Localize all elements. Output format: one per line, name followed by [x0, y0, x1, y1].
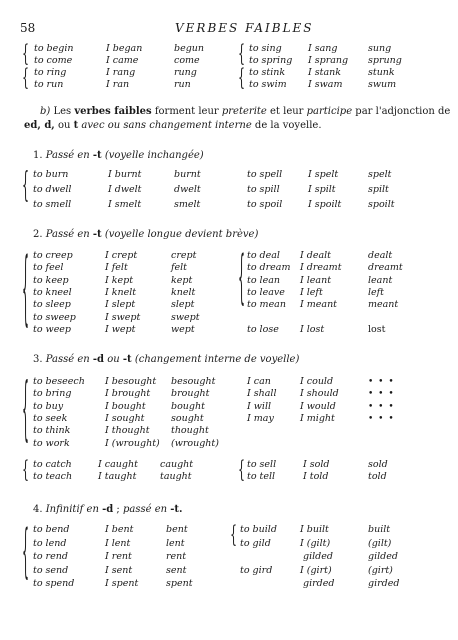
verb-form: I besought: [105, 376, 157, 387]
text-run: et leur: [266, 106, 307, 117]
text-run: verbes faibles: [74, 106, 152, 117]
verb-form: I came: [106, 55, 139, 66]
verb-form: I rang: [106, 67, 136, 78]
text-run: Passé en: [45, 229, 93, 240]
brace: {: [230, 520, 237, 549]
verb-form: begun: [174, 43, 205, 54]
verb-form: to spring: [249, 55, 293, 66]
verb-form: I burnt: [108, 169, 142, 180]
brace: {: [22, 455, 29, 484]
verb-form: to keep: [33, 274, 69, 286]
text-run: 4.: [33, 504, 46, 515]
text-run: par l'adjonction de: [352, 106, 451, 117]
verb-form: to send: [33, 564, 69, 576]
verb-form: to sweep: [33, 311, 76, 323]
text-run: b): [40, 106, 54, 117]
verb-form: to mean: [247, 299, 286, 311]
section-title: [33, 228, 258, 241]
verb-form: caught: [160, 459, 194, 470]
page-number: 58: [20, 21, 36, 35]
verb-form: I stank: [308, 67, 342, 78]
verb-form: kept: [171, 274, 193, 286]
verb-form: slept: [171, 299, 195, 311]
brace: {: [238, 39, 245, 68]
verb-form: I began: [106, 43, 143, 54]
brace: {: [22, 63, 29, 92]
verb-form: dealt: [368, 250, 393, 261]
verb-form: I sold: [303, 459, 330, 470]
verb-form: I slept: [105, 299, 136, 311]
verb-form: I (girt): [300, 564, 332, 576]
verb-form: gilded: [303, 551, 333, 562]
verb-form: I may: [247, 412, 274, 424]
section-title: [33, 149, 204, 162]
verb-form: to beseech: [33, 376, 85, 387]
verb-form: I taught: [98, 471, 137, 483]
verb-form: I dreamt: [300, 262, 342, 274]
text-run: (voyelle inchangée): [101, 150, 204, 161]
text-run: -d: [102, 504, 114, 515]
section-title: [33, 503, 183, 516]
verb-form: to kneel: [33, 286, 72, 298]
verb-form: I spelt: [308, 169, 339, 180]
verb-form: sent: [166, 564, 187, 576]
verb-form: I brought: [105, 388, 151, 400]
verb-form: besought: [171, 376, 216, 387]
verb-form: I told: [303, 471, 329, 483]
verb-form: I left: [300, 286, 323, 298]
text-run: Passé en: [45, 354, 93, 365]
verb-form: I knelt: [105, 286, 137, 298]
verb-form: to begin: [34, 43, 74, 54]
text-run: ou: [104, 354, 123, 365]
text-run: ed, d,: [24, 120, 55, 131]
verb-form: to spill: [247, 184, 280, 195]
verb-form: to weep: [33, 323, 72, 335]
verb-form: to feel: [33, 262, 64, 274]
verb-form: to burn: [33, 169, 69, 180]
verb-form: I sought: [105, 412, 145, 424]
verb-form: I crept: [105, 250, 138, 261]
verb-form: I would: [300, 400, 336, 412]
verb-form: I swept: [105, 311, 141, 323]
verb-form: to gild: [240, 537, 271, 549]
verb-form: to think: [33, 425, 71, 437]
verb-form: I leant: [300, 274, 332, 286]
verb-form: told: [368, 471, 387, 483]
verb-form: built: [368, 524, 391, 535]
text-run: t: [73, 120, 79, 131]
verb-form: to lean: [247, 274, 280, 286]
verb-form: to lend: [33, 537, 67, 549]
section-title: [33, 353, 299, 366]
verb-form: I might: [300, 412, 335, 424]
verb-form: rent: [166, 551, 187, 562]
verb-form: (girt): [368, 564, 393, 576]
verb-form: bent: [166, 524, 188, 535]
verb-form: I lent: [105, 537, 131, 549]
verb-form: I wept: [105, 323, 136, 335]
verb-form: to sing: [249, 43, 282, 54]
verb-form: dwelt: [174, 184, 201, 195]
verb-form: to sell: [247, 459, 277, 470]
verb-form: sung: [368, 43, 392, 54]
verb-form: to buy: [33, 400, 64, 412]
verb-form: to spend: [33, 578, 75, 589]
verb-form: I ran: [106, 79, 130, 90]
text-run: 3.: [33, 354, 46, 365]
verb-form: girded: [368, 578, 400, 589]
verb-form: to run: [34, 79, 64, 90]
verb-form: I dealt: [300, 250, 331, 261]
verb-form: I kept: [105, 274, 134, 286]
verb-form: to rend: [33, 551, 68, 562]
brace: {: [22, 164, 29, 206]
verb-form: to seek: [33, 412, 68, 424]
text-run: participe: [306, 106, 353, 117]
verb-form: I sprang: [308, 55, 349, 66]
text-run: 1.: [33, 150, 46, 161]
verb-form: I sent: [105, 564, 133, 576]
verb-form: I could: [300, 376, 334, 387]
verb-form: I built: [300, 524, 329, 535]
text-run: de la voyelle.: [251, 120, 322, 131]
verb-form: left: [368, 286, 384, 298]
brace: {: [238, 243, 245, 312]
verb-form: to spell: [247, 169, 283, 180]
verb-form: sought: [171, 412, 204, 424]
verb-form: • • •: [368, 401, 395, 412]
text-run: Infinitif en: [45, 504, 103, 515]
text-run: -t.: [170, 504, 183, 515]
verb-form: swum: [368, 79, 397, 90]
verb-form: I will: [247, 400, 272, 412]
verb-form: I caught: [98, 459, 138, 470]
verb-form: to dream: [247, 262, 291, 274]
verb-form: to bring: [33, 388, 72, 400]
verb-form: to bend: [33, 524, 70, 535]
verb-form: I spent: [105, 578, 139, 589]
brace: {: [22, 517, 29, 586]
verb-form: to ring: [34, 67, 67, 78]
brace: {: [22, 241, 29, 338]
verb-form: taught: [160, 471, 192, 483]
verb-form: I dwelt: [108, 184, 142, 195]
verb-form: wept: [171, 323, 195, 335]
verb-form: I rent: [105, 551, 132, 562]
verb-form: I swam: [308, 79, 343, 90]
verb-form: to swim: [249, 79, 287, 90]
text-run: -t: [92, 150, 102, 161]
verb-form: I shall: [247, 388, 277, 400]
text-run: -t: [92, 229, 102, 240]
verb-form: to teach: [33, 471, 73, 483]
verb-form: sold: [368, 459, 388, 470]
verb-form: to smell: [33, 199, 72, 210]
verb-form: I can: [247, 376, 271, 387]
brace: {: [238, 63, 245, 92]
verb-form: to lose: [247, 324, 279, 335]
verb-form: burnt: [174, 169, 201, 180]
verb-form: to build: [240, 524, 277, 535]
brace: {: [22, 39, 29, 68]
verb-form: rung: [174, 67, 197, 78]
verb-form: I spilt: [308, 184, 336, 195]
brace: {: [238, 455, 245, 484]
verb-form: I thought: [105, 425, 150, 437]
paragraph-line: [40, 105, 450, 118]
verb-form: I spoilt: [308, 199, 342, 210]
verb-form: • • •: [368, 377, 395, 387]
verb-form: felt: [171, 262, 187, 274]
verb-form: to sleep: [33, 299, 71, 311]
verb-form: to spoil: [247, 199, 283, 210]
verb-form: gilded: [368, 551, 398, 562]
text-run: -t: [122, 354, 132, 365]
verb-form: knelt: [171, 286, 196, 298]
verb-form: lent: [166, 537, 185, 549]
verb-form: leant: [368, 274, 393, 286]
verb-form: swept: [171, 311, 200, 323]
text-run: (voyelle longue devient brève): [101, 229, 259, 240]
verb-form: smelt: [174, 199, 201, 210]
verb-form: sprung: [368, 55, 402, 66]
verb-form: I lost: [300, 324, 325, 335]
verb-form: I smelt: [108, 199, 142, 210]
text-run: preterite: [221, 106, 267, 117]
verb-form: bought: [171, 400, 205, 412]
verb-form: thought: [171, 425, 209, 437]
verb-form: run: [174, 79, 191, 90]
verb-form: to come: [34, 55, 73, 66]
verb-form: to dwell: [33, 184, 72, 195]
verb-form: to leave: [247, 286, 285, 298]
verb-form: spent: [166, 578, 193, 589]
verb-form: I bought: [105, 400, 146, 412]
verb-form: to stink: [249, 67, 286, 78]
page-header: VERBES FAIBLES: [175, 21, 314, 35]
verb-form: come: [174, 55, 200, 66]
verb-form: • • •: [368, 389, 395, 400]
verb-form: spoilt: [368, 199, 395, 210]
brace: {: [22, 368, 29, 451]
verb-form: I sang: [308, 43, 338, 54]
verb-form: girded: [303, 578, 335, 589]
text-run: ;: [113, 504, 123, 515]
verb-form: spilt: [368, 184, 389, 195]
text-run: avec ou sans changement interne: [78, 120, 252, 131]
text-run: -d: [92, 354, 105, 365]
verb-form: I (wrought): [105, 437, 160, 449]
verb-form: to gird: [240, 564, 273, 576]
verb-form: stunk: [368, 67, 395, 78]
verb-form: I (gilt): [300, 537, 331, 549]
verb-form: • • •: [368, 413, 395, 424]
verb-form: I bent: [105, 524, 134, 535]
verb-form: to deal: [247, 250, 280, 261]
verb-form: to creep: [33, 250, 73, 261]
verb-form: to catch: [33, 459, 72, 470]
verb-form: (wrought): [171, 437, 219, 449]
verb-form: I should: [300, 388, 339, 400]
text-run: passé en: [122, 504, 171, 515]
text-run: Passé en: [45, 150, 93, 161]
verb-form: lost: [368, 324, 386, 335]
verb-form: I meant: [300, 299, 338, 311]
verb-form: I felt: [105, 262, 128, 274]
text-run: (changement interne de voyelle): [131, 354, 300, 365]
verb-form: crept: [171, 250, 197, 261]
verb-form: (gilt): [368, 537, 392, 549]
verb-form: to tell: [247, 471, 276, 483]
text-run: forment leur: [151, 106, 222, 117]
verb-form: dreamt: [368, 262, 403, 274]
paragraph-line: [24, 119, 322, 132]
text-run: 2.: [33, 229, 46, 240]
verb-form: to work: [33, 437, 70, 449]
verb-form: spelt: [368, 169, 392, 180]
verb-form: meant: [368, 299, 399, 311]
verb-form: brought: [171, 388, 210, 400]
text-run: Les: [53, 106, 75, 117]
text-run: ou: [54, 120, 74, 131]
